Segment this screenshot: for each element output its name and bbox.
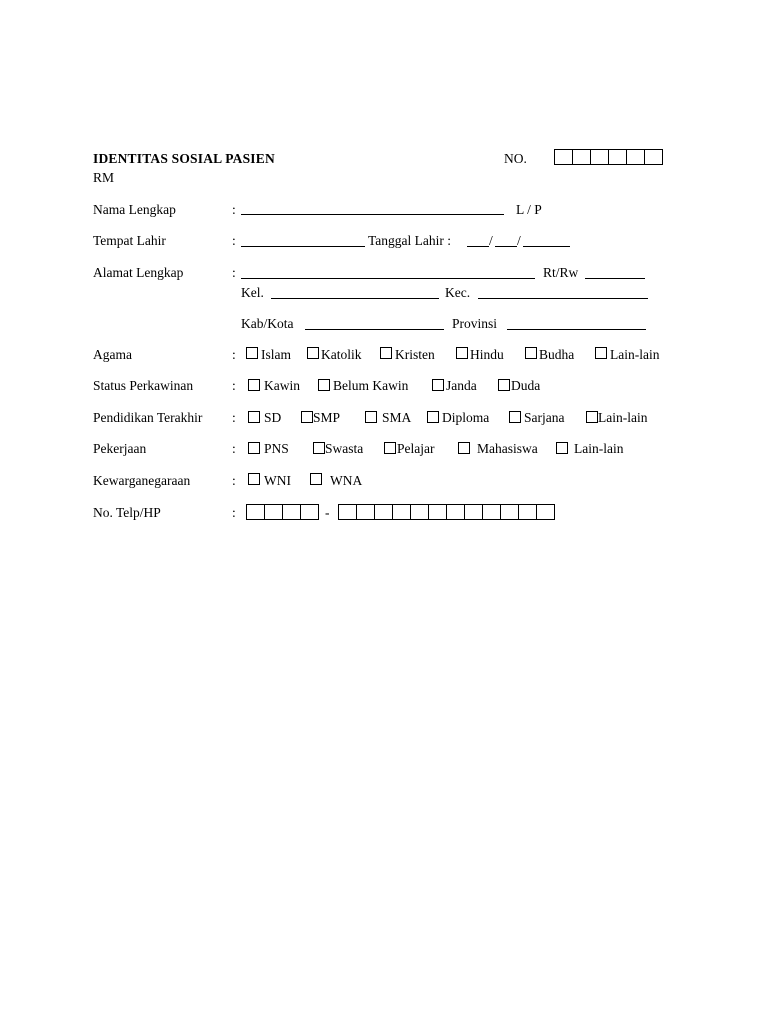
status-colon: : — [232, 378, 236, 393]
provinsi-field[interactable] — [507, 329, 646, 330]
agama-kristen-checkbox[interactable] — [380, 347, 392, 359]
agama-katolik-checkbox[interactable] — [307, 347, 319, 359]
status-label: Status Perkawinan — [93, 378, 194, 393]
telp-colon: : — [232, 505, 236, 520]
tempat-lahir-label: Tempat Lahir — [93, 233, 166, 248]
tempat-lahir-field[interactable] — [241, 246, 365, 247]
date-separator-2: / — [517, 233, 521, 248]
kec-label: Kec. — [445, 285, 471, 300]
tanggal-lahir-label: Tanggal Lahir : — [368, 233, 452, 248]
telp-label: No. Telp/HP — [93, 505, 161, 520]
kewarganegaraan-wna-checkbox[interactable] — [310, 473, 322, 485]
pekerjaan-pns-checkbox[interactable] — [248, 442, 260, 454]
kabkota-field[interactable] — [305, 329, 444, 330]
status-kawin-label: Kawin — [264, 378, 300, 393]
status-belum-kawin-checkbox[interactable] — [318, 379, 330, 391]
pendidikan-diploma-checkbox[interactable] — [427, 411, 439, 423]
kabkota-label: Kab/Kota — [241, 316, 294, 331]
pendidikan-sarjana-label: Sarjana — [524, 410, 565, 425]
alamat-label: Alamat Lengkap — [93, 265, 184, 280]
pekerjaan-swasta-label: Swasta — [325, 441, 364, 456]
nama-field[interactable] — [241, 214, 504, 215]
pekerjaan-pelajar-checkbox[interactable] — [384, 442, 396, 454]
agama-budha-checkbox[interactable] — [525, 347, 537, 359]
pendidikan-label: Pendidikan Terakhir — [93, 410, 203, 425]
kel-label: Kel. — [241, 285, 264, 300]
pekerjaan-label: Pekerjaan — [93, 441, 147, 456]
tanggal-month-field[interactable] — [495, 246, 517, 247]
pekerjaan-mahasiswa-label: Mahasiswa — [477, 441, 538, 456]
tempat-lahir-colon: : — [232, 233, 236, 248]
rm-label: RM — [93, 170, 115, 185]
pendidikan-lain-checkbox[interactable] — [586, 411, 598, 423]
provinsi-label: Provinsi — [452, 316, 498, 331]
pekerjaan-colon: : — [232, 441, 236, 456]
kewarganegaraan-label: Kewarganegaraan — [93, 473, 191, 488]
kewarganegaraan-wna-label: WNA — [330, 473, 363, 488]
pendidikan-diploma-label: Diploma — [442, 410, 490, 425]
pendidikan-sma-label: SMA — [382, 410, 412, 425]
agama-katolik-label: Katolik — [321, 347, 362, 362]
pendidikan-smp-checkbox[interactable] — [301, 411, 313, 423]
status-kawin-checkbox[interactable] — [248, 379, 260, 391]
status-belum-kawin-label: Belum Kawin — [333, 378, 409, 393]
pendidikan-sd-label: SD — [264, 410, 282, 425]
pekerjaan-mahasiswa-checkbox[interactable] — [458, 442, 470, 454]
agama-lain-label: Lain-lain — [610, 347, 660, 362]
pendidikan-sma-checkbox[interactable] — [365, 411, 377, 423]
status-janda-label: Janda — [446, 378, 477, 393]
pekerjaan-pelajar-label: Pelajar — [397, 441, 435, 456]
kewarganegaraan-wni-checkbox[interactable] — [248, 473, 260, 485]
rm-number-cells[interactable] — [554, 149, 663, 165]
pendidikan-sd-checkbox[interactable] — [248, 411, 260, 423]
nama-colon: : — [232, 202, 236, 217]
date-separator-1: / — [489, 233, 493, 248]
tanggal-year-field[interactable] — [523, 246, 570, 247]
agama-kristen-label: Kristen — [395, 347, 435, 362]
kewarganegaraan-colon: : — [232, 473, 236, 488]
pekerjaan-pns-label: PNS — [264, 441, 289, 456]
alamat-colon: : — [232, 265, 236, 280]
rtrw-field[interactable] — [585, 278, 645, 279]
kewarganegaraan-wni-label: WNI — [264, 473, 291, 488]
form-title: IDENTITAS SOSIAL PASIEN — [93, 151, 275, 166]
telp-number-cells[interactable] — [338, 504, 555, 520]
pendidikan-smp-label: SMP — [313, 410, 341, 425]
rtrw-label: Rt/Rw — [543, 265, 579, 280]
kec-field[interactable] — [478, 298, 648, 299]
pekerjaan-lain-label: Lain-lain — [574, 441, 624, 456]
agama-islam-checkbox[interactable] — [246, 347, 258, 359]
alamat-field[interactable] — [241, 278, 535, 279]
gender-label: L / P — [516, 202, 542, 217]
pekerjaan-swasta-checkbox[interactable] — [313, 442, 325, 454]
pekerjaan-lain-checkbox[interactable] — [556, 442, 568, 454]
agama-hindu-checkbox[interactable] — [456, 347, 468, 359]
nama-label: Nama Lengkap — [93, 202, 176, 217]
status-janda-checkbox[interactable] — [432, 379, 444, 391]
agama-colon: : — [232, 347, 236, 362]
pendidikan-lain-label: Lain-lain — [598, 410, 648, 425]
agama-budha-label: Budha — [539, 347, 575, 362]
tanggal-day-field[interactable] — [467, 246, 489, 247]
status-duda-label: Duda — [511, 378, 541, 393]
no-label: NO. — [504, 151, 527, 166]
status-duda-checkbox[interactable] — [498, 379, 510, 391]
agama-islam-label: Islam — [261, 347, 291, 362]
agama-label: Agama — [93, 347, 132, 362]
telp-dash: - — [325, 505, 330, 520]
pendidikan-sarjana-checkbox[interactable] — [509, 411, 521, 423]
agama-lain-checkbox[interactable] — [595, 347, 607, 359]
telp-area-code-cells[interactable] — [246, 504, 319, 520]
kel-field[interactable] — [271, 298, 439, 299]
pendidikan-colon: : — [232, 410, 236, 425]
agama-hindu-label: Hindu — [470, 347, 504, 362]
